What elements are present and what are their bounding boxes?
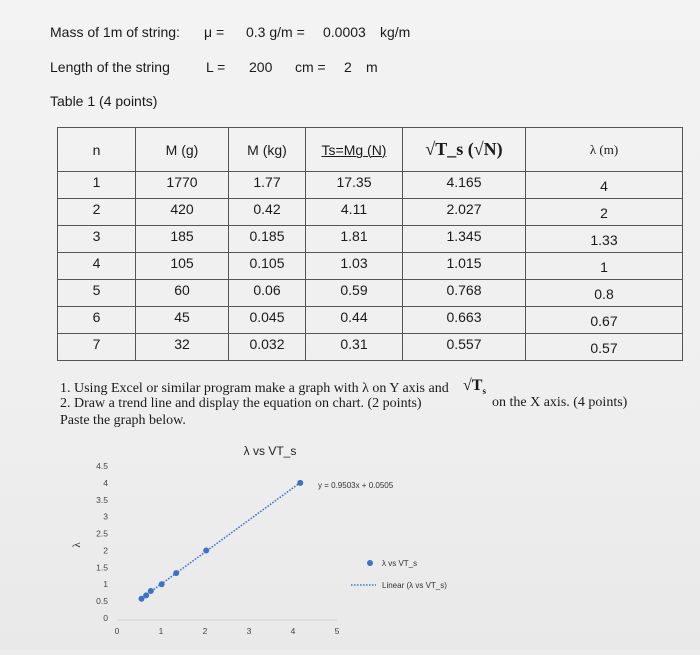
table-row bbox=[58, 226, 683, 253]
cell-tension: 4.11 bbox=[306, 199, 403, 226]
header-n: n bbox=[58, 128, 136, 172]
mass-label: Mass of 1m of string: bbox=[50, 24, 180, 40]
cell-lambda: 4 bbox=[526, 172, 683, 199]
cell-tension: 0.31 bbox=[306, 334, 403, 361]
table-row bbox=[58, 307, 683, 334]
data-point bbox=[148, 588, 154, 594]
cell-mass-g: 1770 bbox=[136, 172, 229, 199]
chart-title: λ vs VT_s bbox=[243, 444, 297, 458]
mu-kgm-value: 0.0003 bbox=[323, 24, 366, 40]
legend-marker-points bbox=[367, 560, 373, 566]
data-point bbox=[297, 480, 303, 486]
x-tick-label: 3 bbox=[246, 626, 252, 636]
legend-label-trend: Linear (λ vs VT_s) bbox=[382, 581, 447, 590]
mu-kgm-unit: kg/m bbox=[380, 24, 411, 40]
cell-n: 7 bbox=[58, 334, 136, 361]
table-title: Table 1 (4 points) bbox=[50, 93, 158, 109]
mass-line bbox=[50, 24, 500, 42]
trendline bbox=[142, 483, 301, 599]
y-tick-label: 3.5 bbox=[96, 494, 108, 505]
cell-mass-g: 185 bbox=[136, 226, 229, 253]
cell-mass-g: 45 bbox=[136, 307, 229, 334]
legend-label-points: λ vs VT_s bbox=[382, 559, 418, 568]
cell-sqrt-tension: 0.663 bbox=[403, 307, 526, 334]
cell-n: 3 bbox=[58, 226, 136, 253]
y-tick-label: 0.5 bbox=[96, 596, 108, 607]
header-lambda: λ (m) bbox=[526, 128, 683, 172]
y-tick-label: 4.5 bbox=[96, 461, 108, 471]
header-sqrt-tension: √T_s (√N) bbox=[403, 128, 526, 172]
table-row bbox=[58, 172, 683, 199]
header-mass-kg: M (kg) bbox=[229, 128, 306, 172]
instruction-line-1-end: on the X axis. (4 points) bbox=[492, 395, 628, 410]
y-axis-label: λ bbox=[71, 542, 83, 548]
table-row bbox=[58, 199, 683, 226]
cell-mass-kg: 1.77 bbox=[229, 172, 306, 199]
mu-symbol: μ = bbox=[204, 24, 225, 40]
cell-lambda: 1 bbox=[526, 253, 683, 280]
y-tick-label: 2 bbox=[103, 545, 108, 556]
cell-lambda: 0.67 bbox=[526, 307, 683, 334]
data-point bbox=[173, 570, 179, 576]
cell-sqrt-tension: 4.165 bbox=[403, 172, 526, 199]
cell-mass-g: 60 bbox=[136, 280, 229, 307]
cell-mass-g: 105 bbox=[136, 253, 229, 280]
header-tension: Ts=Mg (N) bbox=[306, 128, 403, 172]
cell-sqrt-tension: 0.768 bbox=[403, 280, 526, 307]
cell-sqrt-tension: 1.015 bbox=[403, 253, 526, 280]
x-tick-label: 1 bbox=[158, 626, 164, 636]
data-point bbox=[159, 581, 165, 587]
y-tick-label: 1.5 bbox=[96, 562, 108, 573]
l-m-value: 2 bbox=[344, 59, 352, 75]
l-symbol: L = bbox=[206, 59, 226, 75]
x-tick-label: 5 bbox=[334, 626, 340, 636]
cell-mass-kg: 0.105 bbox=[229, 253, 306, 280]
cell-mass-kg: 0.06 bbox=[229, 280, 306, 307]
cell-tension: 1.03 bbox=[306, 253, 403, 280]
y-tick-label: 2.5 bbox=[96, 528, 108, 539]
cell-lambda: 0.57 bbox=[526, 334, 683, 361]
y-tick-label: 3 bbox=[103, 511, 108, 522]
cell-n: 5 bbox=[58, 280, 136, 307]
header-mass-g: M (g) bbox=[136, 128, 229, 172]
cell-n: 1 bbox=[58, 172, 136, 199]
l-m-unit: m bbox=[366, 59, 378, 75]
table-row bbox=[58, 253, 683, 280]
cell-sqrt-tension: 1.345 bbox=[403, 226, 526, 253]
cell-tension: 0.44 bbox=[306, 307, 403, 334]
instruction-line-1: 1. Using Excel or similar program make a graph with λ on Y axis and bbox=[60, 381, 449, 396]
cell-mass-kg: 0.032 bbox=[229, 334, 306, 361]
cell-mass-g: 32 bbox=[136, 334, 229, 361]
cell-sqrt-tension: 0.557 bbox=[403, 334, 526, 361]
cell-tension: 1.81 bbox=[306, 226, 403, 253]
l-cm-value: 200 bbox=[249, 59, 273, 75]
cell-tension: 17.35 bbox=[306, 172, 403, 199]
cell-mass-kg: 0.045 bbox=[229, 307, 306, 334]
l-cm-unit: cm = bbox=[295, 59, 326, 75]
sqrt-ts-root: √T bbox=[463, 377, 483, 394]
instruction-line-2: 2. Draw a trend line and display the equation on chart. (2 points) bbox=[60, 396, 422, 411]
cell-n: 6 bbox=[58, 307, 136, 334]
y-tick-label: 4 bbox=[103, 477, 108, 488]
y-tick-label: 1 bbox=[103, 579, 108, 590]
trendline-equation: y = 0.9503x + 0.0505 bbox=[318, 481, 394, 490]
sqrt-ts-symbol bbox=[463, 378, 486, 399]
cell-lambda: 1.33 bbox=[526, 226, 683, 253]
table-body bbox=[58, 172, 683, 361]
length-line bbox=[50, 59, 450, 77]
cell-sqrt-tension: 2.027 bbox=[403, 199, 526, 226]
x-tick-label: 2 bbox=[202, 626, 208, 636]
chart-area bbox=[60, 433, 500, 650]
cell-lambda: 2 bbox=[526, 199, 683, 226]
length-label: Length of the string bbox=[50, 59, 170, 75]
data-table bbox=[57, 127, 683, 361]
sqrt-ts-sub: s bbox=[482, 386, 486, 397]
scatter-chart bbox=[60, 433, 500, 650]
table-row bbox=[58, 280, 683, 307]
table-header-row bbox=[58, 128, 683, 172]
cell-mass-kg: 0.42 bbox=[229, 199, 306, 226]
cell-n: 4 bbox=[58, 253, 136, 280]
mu-gm-value: 0.3 g/m = bbox=[246, 24, 305, 40]
instruction-line-3: Paste the graph below. bbox=[60, 413, 186, 428]
table-row bbox=[58, 334, 683, 361]
cell-mass-g: 420 bbox=[136, 199, 229, 226]
data-point bbox=[139, 596, 145, 602]
y-tick-label: 0 bbox=[103, 613, 108, 623]
x-tick-label: 0 bbox=[114, 626, 120, 636]
cell-lambda: 0.8 bbox=[526, 280, 683, 307]
cell-mass-kg: 0.185 bbox=[229, 226, 306, 253]
cell-n: 2 bbox=[58, 199, 136, 226]
x-tick-label: 4 bbox=[290, 626, 296, 636]
data-point bbox=[203, 547, 209, 553]
cell-tension: 0.59 bbox=[306, 280, 403, 307]
